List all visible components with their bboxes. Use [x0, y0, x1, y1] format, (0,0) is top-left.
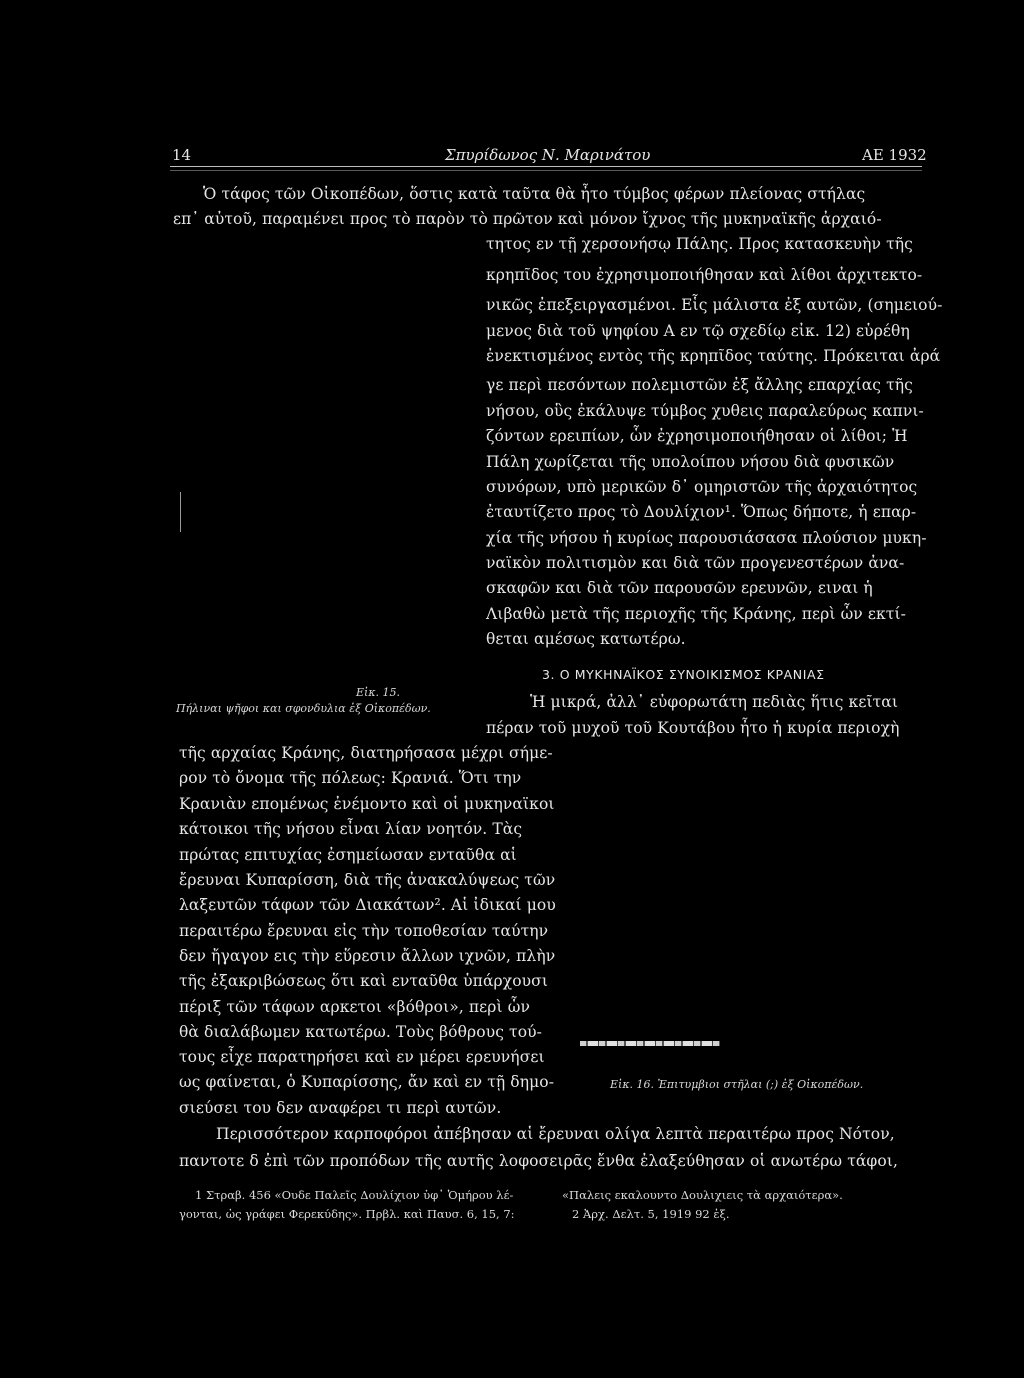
right-column-line: τητος εν τῇ χερσονήσῳ Πάλης. Προς κατασκευὴν τῆς: [486, 235, 913, 253]
left-column-line: ἔρευναι Κυπαρίσση, διὰ τῆς ἀνακαλύψεως τῶν: [179, 871, 556, 889]
figure-15-label: Εἰκ. 15.: [356, 686, 401, 699]
footnote-line: 2 Ἀρχ. Δελτ. 5, 1919 92 ἑξ.: [572, 1207, 730, 1221]
section-title: 3. Ο ΜΥΚΗΝΑΪΚΟΣ ΣΥΝΟΙΚΙΣΜΟΣ ΚΡΑΝΙΑΣ: [542, 667, 825, 682]
right-column-line: ἐταυτίζετο προς τὸ Δουλίχιον¹. Ὅπως δήποτε, ἡ επαρ-: [486, 503, 917, 521]
figure-15-caption: Πήλιναι ψῆφοι και σφονδυλια ἐξ Οἰκοπέδων.: [176, 702, 431, 715]
page-number: 14: [172, 146, 192, 164]
left-column-line: ως φαίνεται, ὁ Κυπαρίσσης, ἄν καὶ εν τῇ δημο-: [179, 1073, 555, 1091]
closing-line: Περισσότερον καρποφόροι ἀπέβησαν αἱ ἔρευναι ολίγα λεπτὰ περαιτέρω προς Νότον,: [216, 1125, 895, 1143]
left-column-line: τῆς αρχαίας Κράνης, διατηρήσασα μέχρι σήμε-: [179, 744, 553, 762]
right-column-line: ναϊκὸν πολιτισμὸν και διὰ τῶν προγενεστέρων ἀνα-: [486, 554, 905, 572]
right-column-line: Πάλη χωρίζεται τῆς υπολοίπου νήσου διὰ φυσικῶν: [486, 453, 895, 471]
figure-15-edge-mark: [180, 492, 181, 532]
left-column-line: πρώτας επιτυχίας ἐσημείωσαν ενταῦθα αἱ: [179, 846, 517, 864]
intro-line: επ᾽ αὐτοῦ, παραμένει προς τὸ παρὸν τὸ πρῶτον καὶ μόνον ἴχνος τῆς μυκηναϊκῆς ἀρχαιό-: [173, 210, 882, 228]
right-column-line: ἐνεκτισμένος εντὸς τῆς κρηπῖδος ταύτης. Πρόκειται ἀρά: [486, 347, 941, 365]
right-column-line: Λιβαθὼ μετὰ τῆς περιοχῆς τῆς Κράνης, περὶ ὧν εκτί-: [486, 605, 906, 623]
closing-line: παντοτε δ ἐπὶ τῶν προπόδων τῆς αυτῆς λοφοσειρᾶς ἔνθα ἐλαξεύθησαν οἱ ανωτέρω τάφοι,: [179, 1152, 899, 1170]
right-column-line: νικῶς ἐπεξειργασμένοι. Εἷς μάλιστα ἐξ αυτῶν, (σημειού-: [486, 296, 943, 314]
right-column-line: ζόντων ερειπίων, ὧν ἐχρησιμοποιήθησαν οἱ λίθοι; Ἡ: [486, 427, 908, 445]
left-column-line: θὰ διαλάβωμεν κατωτέρω. Τοὺς βόθρους τού-: [179, 1023, 542, 1041]
section-line: Ἡ μικρά, ἀλλ᾽ εὐφορωτάτη πεδιὰς ἥτις κεῖται: [530, 693, 899, 711]
left-column-line: δεν ἤγαγον εις τὴν εὕρεσιν ἄλλων ιχνῶν, πλὴν: [179, 947, 556, 965]
left-column-line: λαξευτῶν τάφων τῶν Διακάτων². Αἱ ἰδικαί μου: [179, 896, 556, 914]
left-column-line: κάτοικοι τῆς νήσου εἶναι λίαν νοητόν. Τὰς: [179, 820, 523, 838]
right-column-line: συνόρων, υπὸ μερικῶν δ᾽ ομηριστῶν τῆς ἀρχαιότητος: [486, 478, 918, 496]
left-column-line: Κρανιὰν επομένως ἐνέμοντο καὶ οἱ μυκηναϊκοι: [179, 795, 555, 813]
right-column-line: χία τῆς νήσου ἡ κυρίως παρουσιάσασα πλούσιον μυκη-: [486, 529, 927, 547]
header-rule: [170, 166, 922, 167]
figure-16-image-strip: [580, 1041, 720, 1046]
footnote-line: γονται, ὡς γράφει Φερεκύδης». Πρβλ. καὶ Παυσ. 6, 15, 7:: [179, 1207, 515, 1221]
header-rule-secondary: [170, 170, 922, 171]
left-column-line: τους εἶχε παρατηρήσει καὶ εν μέρει ερευνήσει: [179, 1048, 545, 1066]
left-column-line: ρον τὸ ὄνομα τῆς πόλεως: Κρανιά. Ὅτι την: [179, 769, 522, 787]
right-column-line: σκαφῶν και διὰ τῶν παρουσῶν ερευνῶν, ειναι ἡ: [486, 579, 873, 597]
right-column-line: θεται αμέσως κατωτέρω.: [486, 630, 686, 648]
left-column-line: πέριξ τῶν τάφων αρκετοι «βόθροι», περὶ ὧν: [179, 998, 530, 1016]
footnote-line: 1 Στραβ. 456 «Ουδε Παλεῖς Δουλίχιον ὑφ᾽ Ὁμήρου λέ-: [195, 1188, 514, 1202]
right-column-line: μενος διὰ τοῦ ψηφίου Α εν τῷ σχεδίῳ εἰκ. 12) εὑρέθη: [486, 322, 910, 340]
figure-16-caption: Εἰκ. 16. Ἐπιτυμβιοι στῆλαι (;) ἐξ Οἰκοπέδων.: [610, 1078, 864, 1091]
right-column-line: νήσου, οὓς ἐκάλυψε τύμβος χυθεις παραλεύρως καπνι-: [486, 402, 924, 420]
right-column-line: γε περὶ πεσόντων πολεμιστῶν ἐξ ἄλλης επαρχίας τῆς: [486, 376, 913, 394]
right-column-line: κρηπῖδος του ἐχρησιμοποιήθησαν καὶ λίθοι ἀρχιτεκτο-: [486, 266, 923, 284]
left-column-line: περαιτέρω ἔρευναι εἰς τὴν τοποθεσίαν ταύτην: [179, 922, 549, 940]
left-column-line: σιεύσει του δεν αναφέρει τι περὶ αυτῶν.: [179, 1099, 502, 1117]
journal-reference: ΑΕ 1932: [862, 146, 927, 164]
left-column-line: τῆς ἐξακριβώσεως ὅτι καὶ ενταῦθα ὑπάρχουσι: [179, 972, 549, 990]
intro-line: Ὁ τάφος τῶν Οἰκοπέδων, ὅστις κατὰ ταῦτα θὰ ἦτο τύμβος φέρων πλείονας στήλας: [203, 185, 866, 203]
running-title: Σπυρίδωνος Ν. Μαρινάτου: [445, 146, 651, 164]
footnote-line: «Παλεις εκαλουντο Δουλιχιεις τὰ αρχαιότερα».: [562, 1188, 843, 1202]
section-line: πέραν τοῦ μυχοῦ τοῦ Κουτάβου ἦτο ἡ κυρία περιοχὴ: [486, 719, 900, 737]
